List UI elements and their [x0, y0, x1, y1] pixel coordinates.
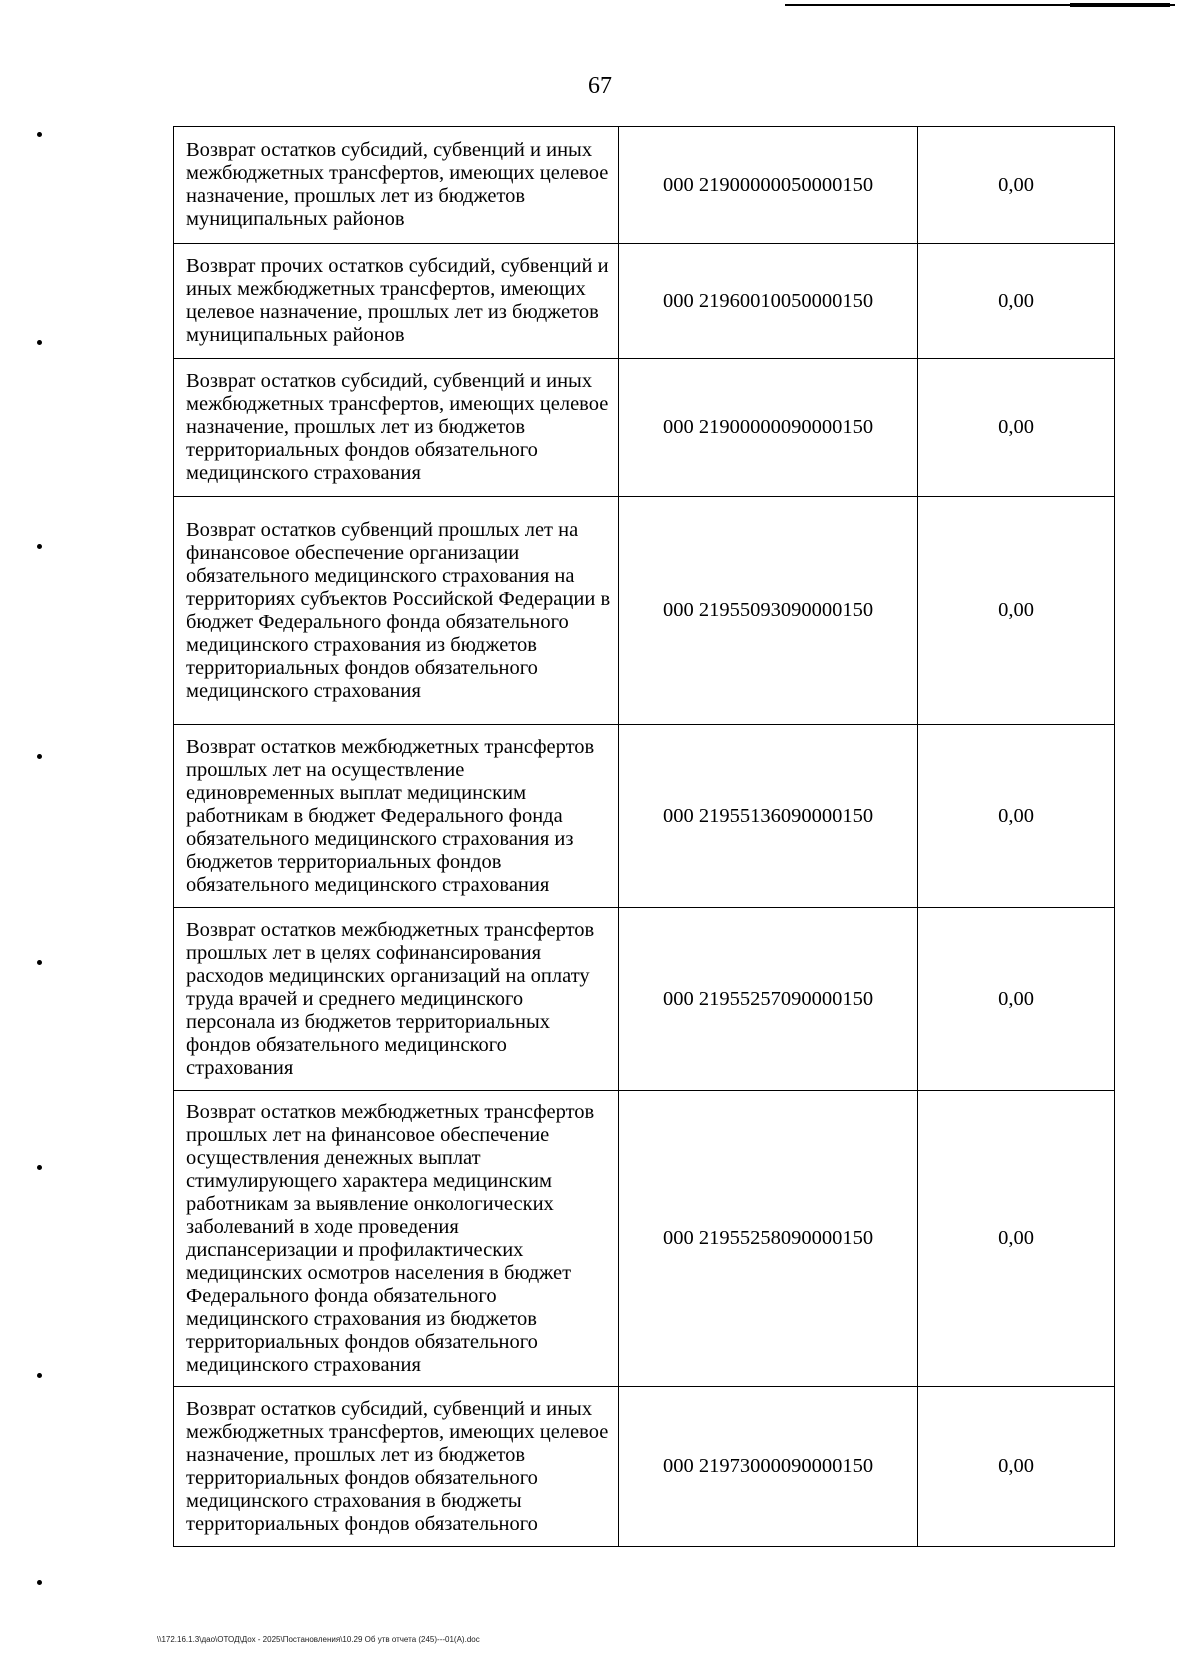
revenue-name-cell: Возврат остатков субсидий, субвенций и иных межбюджетных трансфертов, имеющих целевое назначение, прошлых лет из бюджетов территориальных фондов обязательного медицинского страхования [174, 359, 619, 497]
binder-hole-mark [37, 340, 42, 345]
table-row [174, 725, 1115, 908]
budget-table [173, 126, 1115, 1547]
table-row [174, 244, 1115, 359]
binder-hole-mark [37, 1580, 42, 1585]
amount-cell: 0,00 [918, 244, 1115, 359]
revenue-name-cell: Возврат остатков межбюджетных трансфертов прошлых лет на осуществление единовременных выплат медицинским работникам в бюджет Федерального фонда обязательного медицинского страхования из бюджетов территориальных фондов обязательного медицинского страхования [174, 725, 619, 908]
revenue-name-cell: Возврат остатков субвенций прошлых лет на финансовое обеспечение организации обязательного медицинского страхования на территориях субъектов Российской Федерации в бюджет Федерального фонда обязательного медицинского страхования из бюджетов территориальных фондов обязательного медицинского страхования [174, 497, 619, 725]
file-path-footer: \\172.16.1.3\дао\ОТОД\Дох - 2025\Постановления\10.29 Об утв отчета (245)---01(А).doc [157, 1635, 480, 1644]
amount-cell: 0,00 [918, 908, 1115, 1091]
revenue-name-cell: Возврат остатков субсидий, субвенций и иных межбюджетных трансфертов, имеющих целевое назначение, прошлых лет из бюджетов территориальных фондов обязательного медицинского страхования в бюджеты территориальных фондов обязательного [174, 1387, 619, 1547]
binder-hole-mark [37, 960, 42, 965]
revenue-name-cell: Возврат остатков межбюджетных трансфертов прошлых лет в целях софинансирования расходов медицинских организаций на оплату труда врачей и среднего медицинского персонала из бюджетов территориальных фондов обязательного медицинского страхования [174, 908, 619, 1091]
amount-cell: 0,00 [918, 1387, 1115, 1547]
table-row [174, 127, 1115, 244]
amount-cell: 0,00 [918, 1091, 1115, 1387]
top-rule-accent [1070, 3, 1170, 7]
budget-code-cell: 000 21960010050000150 [619, 244, 918, 359]
budget-code-cell: 000 21955136090000150 [619, 725, 918, 908]
table-row [174, 359, 1115, 497]
table-row [174, 1387, 1115, 1547]
budget-code-cell: 000 21900000050000150 [619, 127, 918, 244]
amount-cell: 0,00 [918, 127, 1115, 244]
revenue-name-cell: Возврат остатков субсидий, субвенций и иных межбюджетных трансфертов, имеющих целевое назначение, прошлых лет из бюджетов муниципальных районов [174, 127, 619, 244]
amount-cell: 0,00 [918, 725, 1115, 908]
binder-hole-mark [37, 132, 42, 137]
revenue-name-cell: Возврат прочих остатков субсидий, субвенций и иных межбюджетных трансфертов, имеющих целевое назначение, прошлых лет из бюджетов муниципальных районов [174, 244, 619, 359]
budget-code-cell: 000 21973000090000150 [619, 1387, 918, 1547]
amount-cell: 0,00 [918, 359, 1115, 497]
amount-cell: 0,00 [918, 497, 1115, 725]
table-row [174, 497, 1115, 725]
budget-code-cell: 000 21955257090000150 [619, 908, 918, 1091]
binder-hole-mark [37, 1165, 42, 1170]
budget-code-cell: 000 21955258090000150 [619, 1091, 918, 1387]
table-row [174, 1091, 1115, 1387]
budget-code-cell: 000 21900000090000150 [619, 359, 918, 497]
budget-code-cell: 000 21955093090000150 [619, 497, 918, 725]
binder-hole-mark [37, 1373, 42, 1378]
table-row [174, 908, 1115, 1091]
revenue-name-cell: Возврат остатков межбюджетных трансфертов прошлых лет на финансовое обеспечение осуществления денежных выплат стимулирующего характера медицинским работникам за выявление онкологических заболеваний в ходе проведения диспансеризации и профилактических медицинских осмотров населения в бюджет Федерального фонда обязательного медицинского страхования из бюджетов территориальных фондов обязательного медицинского страхования [174, 1091, 619, 1387]
binder-hole-mark [37, 544, 42, 549]
binder-hole-mark [37, 754, 42, 759]
page-number: 67 [588, 73, 612, 99]
